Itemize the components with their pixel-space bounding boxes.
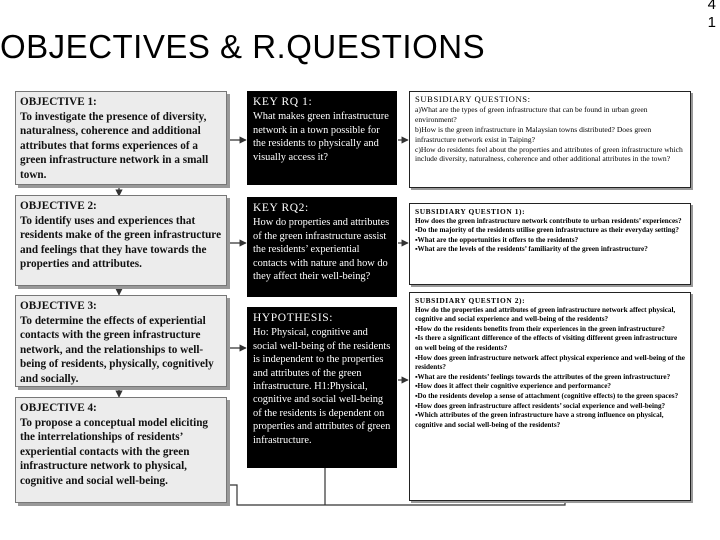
subsidiary-line: ▪What are the levels of the residents’ familiarity of the green infrastructure? [415,245,648,254]
objective-heading: OBJECTIVE 1: [20,96,97,108]
objective-3-box [15,295,227,387]
subsidiary-line: ▪What are the residents’ feelings towards the attributes of the green infrastructure? [415,372,671,381]
subsidiary-line: ▪Which attributes of the green infrastructure have a strong influence on physical, cognitive and social well-being of the residents? [415,411,664,429]
objective-heading: OBJECTIVE 3: [20,300,97,312]
objective-heading: OBJECTIVE 2: [20,200,97,212]
subsidiary-questions-box [409,91,691,188]
subsidiary-line: ▪How does it affect their cognitive experience and performance? [415,382,612,391]
subsidiary-line: ▪How do the residents benefits from their experiences in the green infrastructure? [415,324,666,333]
objective-4-box [15,397,227,503]
subsidiary-line: How do the properties and attributes of green infrastructure network affect physical, cognitive and social experience and well-being of the residents? [415,305,676,324]
key-rq-text: What makes green infrastructure network in a town possible for the residents to physically and visually access it? [253,111,389,163]
page-title: OBJECTIVES & R.QUESTIONS [0,28,486,65]
subsidiary-line: How does the green infrastructure network contribute to urban residents’ experiences? [415,216,682,225]
subsidiary-line: c)How do residents feel about the properties and attributes of green infrastructure which include diversity, naturalness, coherence and other additional attributes in the town? [415,144,683,164]
subsidiary-line: b)How is the green infrastructure in Malaysian towns distributed? Does green infrastructure network exist in Taiping? [415,124,652,144]
subsidiary-line: ▪Is there a significant difference of the effects of visiting different green infrastructure on well being of the residents? [415,334,678,352]
subsidiary-heading: SUBSIDIARY QUESTIONS: [415,94,531,104]
subsidiary-line: a)What are the types of green infrastructure that can be found in urban green environment? [415,104,648,124]
subsidiary-question-2-box [409,292,691,501]
objective-text: To determine the effects of experiential contacts with the green infrastructure network, and the relationships to well-being of residents, physically, cognitively and socially. [20,314,214,385]
objective-text: To investigate the presence of diversity, naturalness, coherence and additional attributes that forms experiences of a green infrastructure network in a small town. [20,110,209,181]
objective-2-box [15,195,227,286]
subsidiary-line: ▪Do the majority of the residents utilise green infrastructure as their everyday setting? [415,226,679,235]
objective-text: To identify uses and experiences that residents make of the green infrastructure and feelings that they have towards the properties and attributes. [20,214,222,270]
key-rq1-box [247,91,397,185]
subsidiary-line: ▪How does green infrastructure network affect physical experience and well-being of the residents? [415,353,685,372]
hypothesis-box [247,307,397,468]
subsidiary-line: ▪What are the opportunities it offers to the residents? [415,235,579,244]
subsidiary-heading: SUBSIDIARY QUESTION 2): [415,296,526,305]
page-number-digit: 4 [707,0,716,13]
key-rq-heading: KEY RQ2: [253,202,309,214]
objective-text: To propose a conceptual model eliciting the interrelationships of residents’ experiential contacts with the green infrastructure network to physical, cognitive and social well-being. [20,416,209,487]
key-rq2-box [247,197,397,297]
hypothesis-heading: HYPOTHESIS: [253,312,334,324]
subsidiary-line: ▪Do the residents develop a sense of attachment (cognitive effects) to the green spaces? [415,391,679,400]
hypothesis-text: Ho: Physical, cognitive and social well-being of the residents is independent to the properties and attributes of the green infrastructure. H1:Physical, cognitive and social well-being of the residents is dependent on properties and attributes of green infrastructure. [253,327,391,446]
page-number-digit: 1 [707,14,716,31]
objective-heading: OBJECTIVE 4: [20,402,97,414]
subsidiary-line: ▪How does green infrastructure affect residents’ social experience and well-being? [415,401,666,410]
key-rq-text: How do properties and attributes of the green infrastructure assist the residents’ experiential contacts with nature and how do they affect their well-being? [253,217,390,283]
subsidiary-heading: SUBSIDIARY QUESTION 1): [415,207,526,216]
objective-1-box [15,91,227,185]
key-rq-heading: KEY RQ 1: [253,96,313,108]
subsidiary-question-1-box [409,203,691,285]
